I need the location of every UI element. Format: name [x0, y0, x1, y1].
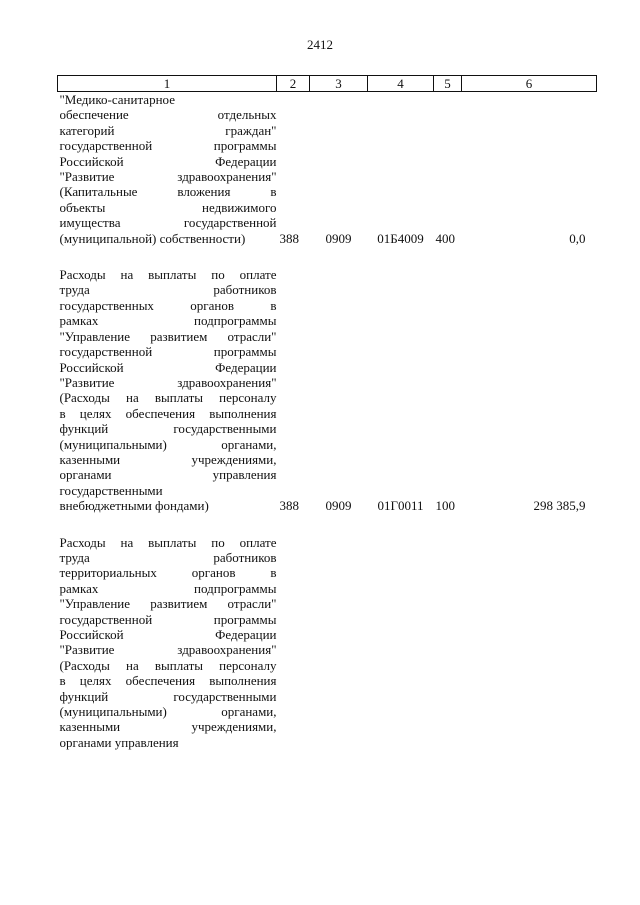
row-description	[58, 92, 277, 247]
description-line: (муниципальными) органами,	[59, 436, 277, 452]
row-chapter-code	[277, 535, 310, 751]
row-amount	[462, 535, 597, 751]
row-section-code: 0909	[325, 230, 352, 246]
row-chapter-code: 388	[279, 230, 299, 246]
description-line: территориальных органов в	[59, 565, 277, 581]
description-line: казенными учреждениями,	[59, 451, 277, 467]
header-col-3: 3	[310, 76, 368, 92]
description-line: труда работников	[59, 549, 277, 565]
description-line: "Управление развитием отрасли"	[59, 596, 277, 612]
description-line: Российской Федерации	[59, 359, 277, 375]
description-line: в целях обеспечения выполнения	[59, 673, 277, 689]
description-line: внебюджетными фондами)	[59, 498, 209, 514]
description-line: Расходы на выплаты по оплате	[59, 267, 277, 283]
description-line: государственной программы	[59, 138, 277, 154]
description-line: "Медико-санитарное	[59, 92, 175, 107]
description-line: объекты недвижимого	[59, 199, 277, 215]
header-col-5: 5	[434, 76, 462, 92]
header-col-2: 2	[277, 76, 310, 92]
row-section-code: 0909	[325, 498, 352, 514]
row-description	[58, 535, 277, 751]
description-line: труда работников	[59, 282, 277, 298]
description-line: (муниципальной) собственности)	[59, 230, 246, 246]
description-line: государственных органов в	[59, 297, 277, 313]
description-line: государственной программы	[59, 344, 277, 360]
description-line: рамках подпрограммы	[59, 580, 277, 596]
header-col-1: 1	[58, 76, 277, 92]
description-line: органами управления	[59, 467, 277, 483]
row-target-article: 01Г0011	[377, 498, 424, 514]
row-section-code	[310, 535, 368, 751]
description-line: категорий граждан"	[59, 122, 277, 138]
description-line: Расходы на выплаты по оплате	[59, 534, 277, 550]
description-line: органами управления	[59, 734, 179, 750]
row-spacer	[58, 246, 597, 267]
row-expense-type: 400	[435, 230, 455, 246]
description-line: функций государственными	[59, 421, 277, 437]
description-line: Российской Федерации	[59, 153, 277, 169]
page-number: 2412	[307, 37, 333, 52]
row-expense-type: 100	[435, 498, 455, 514]
row-amount: 0,0	[569, 230, 586, 246]
row-amount: 298 385,9	[533, 498, 586, 514]
description-line: имущества государственной	[59, 215, 277, 231]
description-line: в целях обеспечения выполнения	[59, 405, 277, 421]
table-header-row	[58, 76, 597, 92]
description-line: функций государственными	[59, 688, 277, 704]
header-col-6: 6	[462, 76, 597, 92]
row-expense-type	[434, 535, 462, 751]
description-line: "Развитие здравоохранения"	[59, 169, 277, 185]
row-target-article	[368, 535, 434, 751]
description-line: обеспечение отдельных	[59, 107, 277, 123]
description-line: казенными учреждениями,	[59, 719, 277, 735]
description-line: (муниципальными) органами,	[59, 704, 277, 720]
table-row	[58, 92, 597, 247]
row-chapter-code: 388	[279, 498, 299, 514]
row-target-article: 01Б4009	[377, 230, 424, 246]
description-line: "Развитие здравоохранения"	[59, 642, 277, 658]
description-line: государственными	[59, 482, 163, 498]
description-line: (Капитальные вложения в	[59, 184, 277, 200]
description-line: (Расходы на выплаты персоналу	[59, 390, 277, 406]
row-spacer	[58, 514, 597, 535]
row-description	[58, 267, 277, 514]
table-row	[58, 535, 597, 751]
table-row	[58, 267, 597, 514]
header-col-4: 4	[368, 76, 434, 92]
budget-table	[57, 75, 597, 750]
description-line: рамках подпрограммы	[59, 313, 277, 329]
description-line: "Управление развитием отрасли"	[59, 328, 277, 344]
description-line: "Развитие здравоохранения"	[59, 374, 277, 390]
table-body	[58, 92, 597, 751]
description-line: государственной программы	[59, 611, 277, 627]
description-line: Российской Федерации	[59, 627, 277, 642]
description-line: (Расходы на выплаты персоналу	[59, 657, 277, 673]
